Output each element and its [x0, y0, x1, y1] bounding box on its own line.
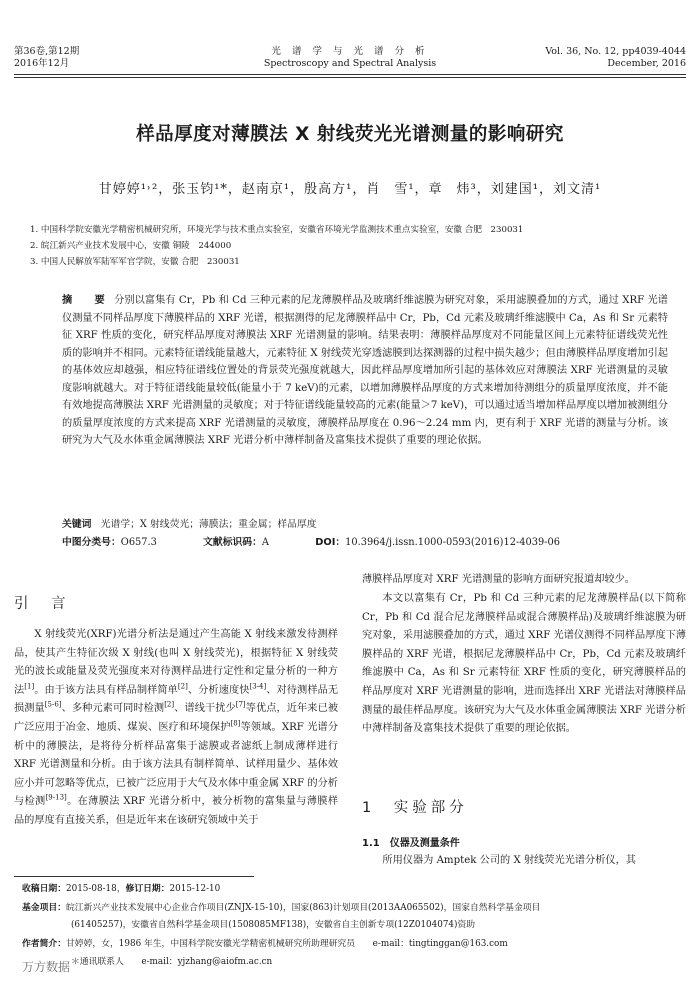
intro-text-d: 、对待测样品无损测量 — [14, 684, 339, 715]
right-paragraph-1: 本文以富集有 Cr，Pb 和 Cd 三种元素的尼龙薄膜样品(以下简称 Cr，Pb 和 Cd 混合尼龙薄膜样品或混合薄膜样品)及玻璃纤维滤膜为研究对象，采用滤膜叠加的方式，通过 XRF 光谱仪测得不同样品厚度下薄膜样品的 XRF 光谱，根据尼龙薄膜样品中 Cr，Pb，Cd 元素及玻璃纤维滤膜中 Ca，As 和 Sr 元素特征 XRF 性质的变化，研究薄膜样品的样品厚度对 XRF 光谱测量的影响，进而选择出 XRF 光谱法对薄膜样品测量的最佳样品厚度。该研究为大气及水体重金属薄膜法 XRF 光谱分析中薄样制备及富集技术提供了重要的理论依据。 — [362, 593, 686, 735]
citation-ref: [3-4] — [249, 682, 267, 691]
author-info-label: 作者简介： — [22, 939, 66, 949]
header-right — [545, 46, 686, 70]
section-1-heading: 1 实验部分 — [362, 800, 468, 816]
volume-en: Vol. 36, No. 12, pp4039-4044 — [545, 46, 686, 57]
abstract — [62, 292, 668, 450]
affiliation-3: 3. 中国人民解放军陆军军官学院，安徽 合肥 230031 — [30, 257, 240, 267]
intro-text-e: 、多种元素可同时检测 — [61, 703, 165, 715]
doi-value: 10.3964/j.issn.1000-0593(2016)12-4039-06 — [345, 537, 560, 548]
header-rule — [14, 74, 686, 75]
affiliation-1: 1. 中国科学院安徽光学精密机械研究所，环境光学与技术重点实验室，安徽省环境光学监测技术重点实验室，安徽 合肥 230031 — [30, 225, 524, 235]
received-label: 收稿日期： — [22, 884, 66, 894]
fund-label: 基金项目： — [22, 903, 66, 913]
citation-ref: [9-13] — [45, 793, 67, 802]
footnote-author — [22, 937, 686, 952]
received-value: 2015-08-18， — [66, 884, 126, 894]
author-list: 甘婷婷¹˒²，张玉钧¹*，赵南京¹，殷高方¹，肖 雪¹，章 炜³，刘建国¹，刘文清¹ — [98, 182, 602, 197]
revised-label: 修订日期： — [125, 884, 170, 894]
date-cn: 2016年12月 — [14, 58, 70, 69]
citation-ref: [7] — [235, 700, 246, 709]
journal-en: Spectroscopy and Spectral Analysis — [263, 58, 437, 69]
footnote-corresponding: ＊通讯联系人 e-mail：yjzhang@aiofm.ac.cn — [71, 957, 273, 967]
footnote-rule — [14, 876, 254, 877]
header-rule-2 — [14, 77, 686, 78]
citation-ref: [2] — [164, 700, 175, 709]
intro-text-c: 、分析速度快 — [187, 684, 250, 696]
abstract-text: 分别以富集有 Cr，Pb 和 Cd 三种元素的尼龙薄膜样品及玻璃纤维滤膜为研究对象，采用滤膜叠加的方式，通过 XRF 光谱仪测量不同样品厚度下薄膜样品的 XRF 光谱，根据测得的尼龙薄膜样品中 Cr，Pb，Cd 元素及玻璃纤维滤膜中 Ca，As 和 Sr 元素特征 XRF 性质的变化，研究样品厚度对薄膜法 XRF 光谱测量的影响。结果表明：薄膜样品厚度对不同能量区间上元素特征谱线荧光性质的影响并不相同。元素特征谱线能量越大，元素特征 X 射线荧光穿透滤膜到达探测器的过程中损失越少；但由薄膜样品厚度增加引起的基体效应却越强，相应特征谱线位置处的背景荧光强度就越大，因此样品厚度增加所引起的基体效应对薄膜法 XRF 光谱测量的灵敏度影响就越大。对于特征谱线能量较低(能量小于 7 keV)的元素，以增加薄膜样品厚度的方式来增加待测组分的质量厚度浓度，并不能有效地提高薄膜法 XRF 光谱测量的灵敏度；对于特征谱线能量较高的元素(能量＞7 keV)，可以通过适当增加样品厚度以增加被测组分的质量厚度浓度的方式来提高 XRF 光谱测量的灵敏度，薄膜样品厚度在 0.96～2.24 mm 内，更有利于 XRF 光谱的测量与分析。该研究为大气及水体重金属薄膜法 XRF 光谱分析中薄样制备及富集技术提供了重要的理论依据。 — [62, 295, 668, 446]
doc-code-label: 文献标识码： — [203, 537, 262, 548]
revised-value: 2015-12-10 — [169, 884, 221, 894]
intro-text-i: 。在薄膜法 XRF 光谱分析中，被分析物的富集量与薄膜样品的厚度有直接关系，但是近年来在该研究领域中关于 — [14, 796, 338, 826]
right-paragraph-2: 所用仪器为 Amptek 公司的 X 射线荧光光谱分析仪，其 — [382, 855, 636, 866]
subsection-1-1-heading: 1.1 仪器及测量条件 — [362, 838, 460, 849]
keywords-label: 关键词 — [62, 519, 92, 530]
intro-heading: 引 言 — [14, 596, 70, 612]
intro-text-a: X 射线荧光(XRF)光谱分析法是通过产生高能 X 射线来激发待测样品，使其产生特征次级 X 射线(也叫 X 射线荧光)，根据特征 X 射线荧光的波长或能量及荧光强度来对待测样品进行定性和定量分析的一种方法 — [14, 629, 338, 696]
watermark: 万方数据 — [22, 960, 71, 974]
right-paragraph-continued: 薄膜样品厚度对 XRF 光谱测量的影响方面研究报道却较少。 — [362, 574, 635, 585]
citation-ref: [8] — [230, 719, 241, 728]
keywords-text: 光谱学；X 射线荧光；薄膜法；重金属；样品厚度 — [100, 519, 317, 530]
footnote-fund-cont: (61405257)，安徽省自然科学基金项目(1508085MF138)，安徽省自主创新专项(12Z0104074)资助 — [71, 920, 476, 930]
citation-ref: [2] — [177, 682, 188, 691]
clc-label: 中图分类号： — [62, 537, 121, 548]
citation-ref: [1] — [24, 682, 35, 691]
author-info-value: 甘婷婷，女，1986 年生，中国科学院安徽光学精密机械研究所助理研究员 e-mail：tingtinggan@163.com — [66, 939, 508, 949]
paper-title: 样品厚度对薄膜法 X 射线荧光光谱测量的影响研究 — [136, 124, 564, 145]
intro-text-h: 等领域。XRF 光谱分析中的薄膜法，是将待分析样品富集于滤膜或者滤纸上制成薄样进行 XRF 光谱测量和分析。由于该方法具有制样简单、试样用量少、基体效应小并可忽略等优点，已被广泛应用于大气及水体中重金属 XRF 的分析与检测 — [14, 721, 339, 808]
doc-code-value: A — [261, 537, 269, 548]
footnote-received — [22, 882, 686, 897]
classification-line — [62, 536, 668, 550]
clc-value: O657.3 — [120, 537, 157, 548]
intro-text-b: 。由于该方法具有样品制样简单 — [34, 684, 178, 696]
intro-paragraph — [14, 626, 338, 831]
journal-cn: 光 谱 学 与 光 谱 分 析 — [271, 46, 429, 57]
intro-text-g: 等优点，近年来已被广泛应用于冶金、地质、煤炭、医疗和环境保护 — [14, 703, 339, 733]
abstract-label: 摘 要 — [62, 295, 111, 306]
affiliation-2: 2. 皖江新兴产业技术发展中心，安徽 铜陵 244000 — [30, 241, 232, 251]
intro-text-f: 、谱线干扰少 — [174, 703, 236, 715]
footnote-fund — [22, 901, 686, 916]
citation-ref: [5-6] — [44, 700, 62, 709]
keywords — [62, 518, 668, 532]
fund-line-1: 皖江新兴产业技术发展中心企业合作项目(ZNJX-15-10)，国家(863)计划项目(2013AA065502)，国家自然科学基金项目 — [66, 903, 541, 913]
volume-cn: 第36卷,第12期 — [14, 46, 80, 57]
doi-label: DOI： — [315, 537, 346, 548]
date-en: December, 2016 — [607, 58, 686, 69]
